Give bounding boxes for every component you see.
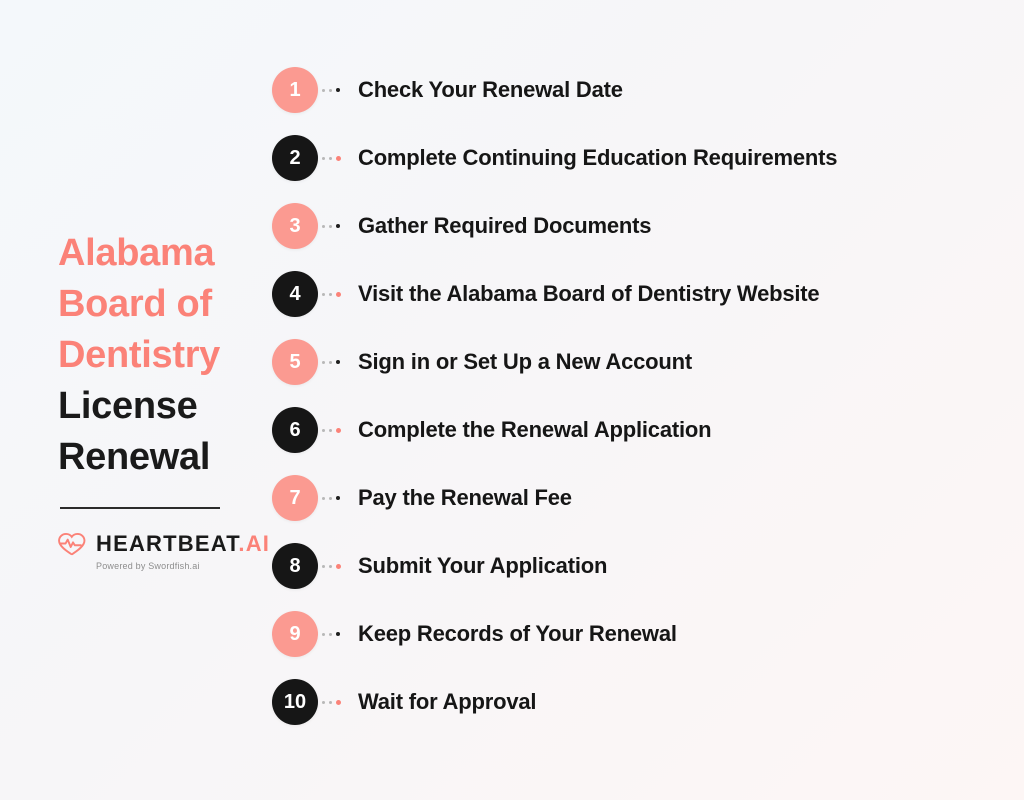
step-label: Check Your Renewal Date [358, 77, 623, 102]
connector-dot [336, 496, 340, 500]
heartbeat-icon [58, 532, 88, 556]
step-label: Complete Continuing Education Requirements [358, 145, 838, 170]
connector-dot [336, 564, 341, 569]
connector-dot [322, 293, 325, 296]
connector-dot [329, 633, 332, 636]
connector-dot [336, 156, 341, 161]
step-badge: 5 [272, 339, 318, 385]
list-item [272, 464, 1012, 532]
connector-dot [336, 428, 341, 433]
connector-dots [322, 155, 352, 161]
connector-dots [322, 291, 352, 297]
step-badge: 8 [272, 543, 318, 589]
connector-dot [336, 292, 341, 297]
list-item [272, 600, 1012, 668]
connector-dot [322, 225, 325, 228]
connector-dot [322, 633, 325, 636]
step-badge: 1 [272, 67, 318, 113]
connector-dot [322, 429, 325, 432]
connector-dots [322, 699, 352, 705]
connector-dot [322, 89, 325, 92]
title-line-2: Board of [58, 283, 212, 325]
step-label: Pay the Renewal Fee [358, 485, 572, 510]
connector-dot [336, 88, 340, 92]
connector-dots [322, 223, 352, 229]
list-item [272, 668, 1012, 736]
divider [60, 507, 220, 509]
title-line-4: License [58, 385, 198, 427]
list-item [272, 124, 1012, 192]
logo-tagline: Powered by Swordfish.ai [96, 561, 200, 571]
list-item [272, 56, 1012, 124]
logo-wordmark [96, 531, 270, 557]
connector-dots [322, 427, 352, 433]
connector-dot [329, 565, 332, 568]
list-item [272, 328, 1012, 396]
connector-dot [329, 429, 332, 432]
steps-list [272, 56, 1012, 736]
step-badge: 6 [272, 407, 318, 453]
connector-dot [336, 224, 340, 228]
connector-dot [322, 701, 325, 704]
connector-dot [329, 293, 332, 296]
connector-dot [329, 89, 332, 92]
connector-dot [329, 157, 332, 160]
connector-dot [322, 361, 325, 364]
list-item [272, 192, 1012, 260]
step-badge: 4 [272, 271, 318, 317]
connector-dot [336, 700, 341, 705]
step-badge: 2 [272, 135, 318, 181]
list-item [272, 532, 1012, 600]
connector-dots [322, 563, 352, 569]
step-label: Gather Required Documents [358, 213, 652, 238]
step-label: Sign in or Set Up a New Account [358, 349, 693, 374]
connector-dot [329, 225, 332, 228]
step-badge: 9 [272, 611, 318, 657]
list-item [272, 260, 1012, 328]
step-label: Wait for Approval [358, 689, 537, 714]
connector-dot [329, 701, 332, 704]
connector-dots [322, 631, 352, 637]
connector-dots [322, 87, 352, 93]
step-badge: 10 [272, 679, 318, 725]
connector-dot [329, 497, 332, 500]
step-label: Keep Records of Your Renewal [358, 621, 677, 646]
step-label: Visit the Alabama Board of Dentistry Website [358, 281, 820, 306]
logo-name: HEARTBEAT [96, 531, 239, 556]
step-label: Complete the Renewal Application [358, 417, 712, 442]
logo-suffix: .AI [238, 531, 271, 556]
connector-dots [322, 359, 352, 365]
title-line-3: Dentistry [58, 334, 221, 376]
title-line-1: Alabama [58, 232, 215, 274]
connector-dot [336, 360, 340, 364]
connector-dot [322, 497, 325, 500]
connector-dots [322, 495, 352, 501]
list-item [272, 396, 1012, 464]
step-label: Submit Your Application [358, 553, 608, 578]
title-line-5: Renewal [58, 436, 211, 478]
connector-dot [336, 632, 340, 636]
connector-dot [329, 361, 332, 364]
connector-dot [322, 157, 325, 160]
step-badge: 3 [272, 203, 318, 249]
step-badge: 7 [272, 475, 318, 521]
connector-dot [322, 565, 325, 568]
